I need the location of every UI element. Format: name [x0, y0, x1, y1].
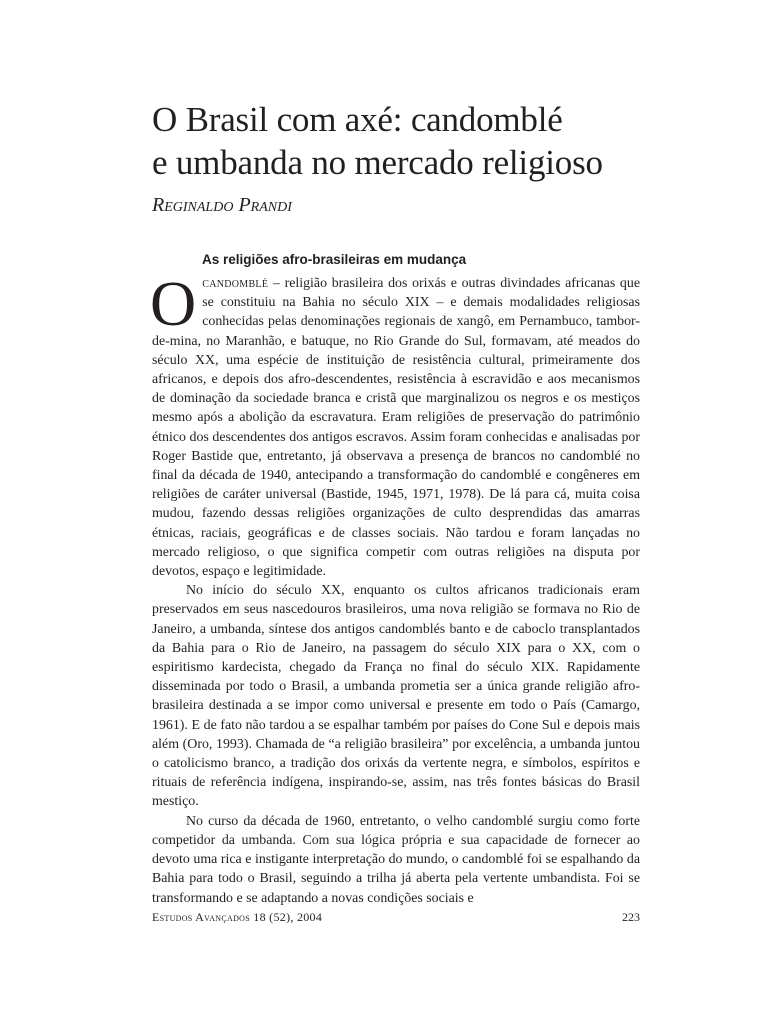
title-line-1: O Brasil com axé: candomblé [152, 100, 563, 139]
journal-footer: Estudos Avançados 18 (52), 2004 [152, 910, 323, 924]
paragraph-1 [150, 268, 640, 581]
article-title [152, 98, 640, 184]
author-name: Reginaldo Prandi [152, 194, 292, 216]
paragraph-1-text: – religião brasileira dos orixás e outras divindades africanas que se constituiu na Bahia no século XIX – e demais modalidades religiosas conhecidas pelas denominações regionais de xangô, em Pernambuco, tambor-de-mina, no Maranhão, e batuque, no Rio Grande do Sul, formavam, até meados do século XX, uma espécie de instituição de resistência cultural, primeiramente dos africanos, e depois dos afro-descendentes, resistência à escravidão e aos mecanismos de dominação da sociedade branca e cristã que marginalizou os negros e os mestiços mesmo após a abolição da escravatura. Eram religiões de preservação do patrimônio étnico dos descendentes dos antigos escravos. Assim foram conhecidas e analisadas por Roger Bastide que, entretanto, já observava a presença de brancos no candomblé no final da década de 1940, antecipando a transformação do candomblé e congêneres em religiões de caráter universal (Bastide, 1945, 1971, 1978). De lá para cá, muita coisa mudou, fazendo dessas religiões organizações de culto desprendidas das amarras étnicas, raciais, geográficas e de classes sociais. Não tardou e foram lançadas no mercado religioso, o que significa competir com outras religiões na disputa por devotos, espaço e legitimidade. [152, 276, 640, 580]
drop-cap: O [150, 268, 197, 339]
paragraph-2: No início do século XX, enquanto os cultos africanos tradicionais eram preservados em seus nascedouros brasileiros, uma nova religião se formava no Rio de Janeiro, a umbanda, síntese dos antigos candomblés banto e de caboclo transplantados da Bahia para o Rio de Janeiro, na passagem do século XIX para o XX, com o espiritismo kardecista, chegado da França no final do século XIX. Rapidamente disseminada por todo o Brasil, a umbanda prometia ser a única grande religião afro-brasileira destinada a se impor como universal e presente em todo o País (Camargo, 1961). E de fato não tardou a se espalhar também por países do Cone Sul e depois mais além (Oro, 1993). Chamada de “a religião brasileira” por excelência, a umbanda juntou o catolicismo branco, a tradição dos orixás da vertente negra, e símbolos, espíritos e rituais de referência indígena, inspirando-se, assim, nas três fontes básicas do Brasil mestiço. [152, 583, 640, 810]
article-page [152, 0, 640, 1024]
page-number: 223 [622, 910, 640, 924]
title-line-2: e umbanda no mercado religioso [152, 143, 603, 182]
first-word: candomblé [202, 276, 269, 291]
paragraph-3: No curso da década de 1960, entretanto, o velho candomblé surgiu como forte competidor da umbanda. Com sua lógica própria e sua capacidade de fornecer ao devoto uma rica e instigante interpretação do mundo, o candomblé foi se espalhando da Bahia para todo o Brasil, seguindo a trilha já aberta pela vertente umbandista. Foi se transformando e se adaptando a novas condições sociais e [152, 813, 640, 906]
section-heading: As religiões afro-brasileiras em mudança [202, 252, 467, 267]
article-body [150, 268, 640, 908]
